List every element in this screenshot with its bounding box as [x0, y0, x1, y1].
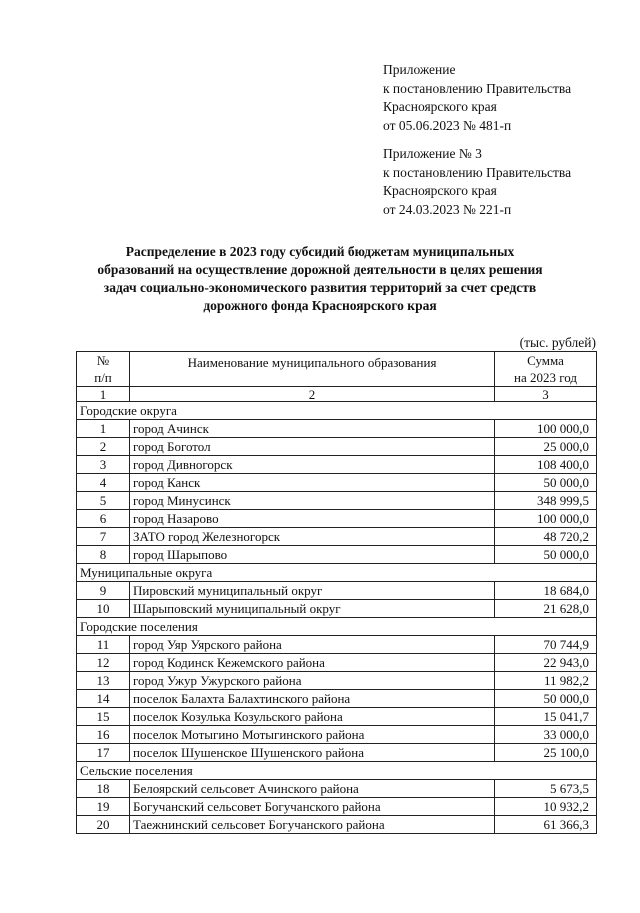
municipality-name: город Ужур Ужурского района [130, 672, 495, 690]
row-number: 11 [77, 636, 130, 654]
table-row [77, 474, 597, 492]
subsidy-amount: 100 000,0 [495, 420, 597, 438]
table-body [77, 402, 597, 834]
group-row [77, 762, 597, 780]
table-row [77, 672, 597, 690]
municipality-name: город Ачинск [130, 420, 495, 438]
group-row [77, 564, 597, 582]
appendix-line: к постановлению Правительства [383, 164, 572, 180]
municipality-name: город Канск [130, 474, 495, 492]
group-title: Городские поселения [77, 618, 597, 636]
row-number: 13 [77, 672, 130, 690]
header-name: Наименование муниципального образования [130, 352, 495, 387]
appendix-line: к постановлению Правительства [383, 80, 572, 96]
header-number-symbol: № [96, 353, 110, 368]
appendix-block-current [383, 61, 571, 135]
title-line: задач социально-экономического развития территорий за счет средств [103, 280, 537, 295]
table-row [77, 510, 597, 528]
municipality-name: ЗАТО город Железногорск [130, 528, 495, 546]
subsidy-amount: 18 684,0 [495, 582, 597, 600]
table-row [77, 654, 597, 672]
header-sum [495, 352, 597, 387]
title-line: дорожного фонда Красноярского края [203, 298, 437, 313]
appendix-line: Красноярского края [383, 183, 497, 198]
subsidy-amount: 50 000,0 [495, 474, 597, 492]
row-number: 6 [77, 510, 130, 528]
subsidy-amount: 61 366,3 [495, 816, 597, 834]
municipality-name: поселок Шушенское Шушенского района [130, 744, 495, 762]
municipality-name: город Дивногорск [130, 456, 495, 474]
subsidy-amount: 70 744,9 [495, 636, 597, 654]
table-row [77, 726, 597, 744]
table-row [77, 456, 597, 474]
table-row [77, 816, 597, 834]
municipality-name: Богучанский сельсовет Богучанского района [130, 798, 495, 816]
table-row [77, 420, 597, 438]
subsidy-amount: 5 673,5 [495, 780, 597, 798]
header-number-abbr: п/п [94, 370, 112, 385]
municipality-name: город Уяр Уярского района [130, 636, 495, 654]
subsidy-amount: 25 000,0 [495, 438, 597, 456]
municipality-name: поселок Козулька Козульского района [130, 708, 495, 726]
appendix-line: Красноярского края [383, 99, 497, 114]
table-row [77, 582, 597, 600]
group-row [77, 402, 597, 420]
subsidy-table [76, 351, 597, 834]
row-number: 20 [77, 816, 130, 834]
row-number: 8 [77, 546, 130, 564]
table-row [77, 600, 597, 618]
municipality-name: поселок Балахта Балахтинского района [130, 690, 495, 708]
municipality-name: Пировский муниципальный округ [130, 582, 495, 600]
municipality-name: Таежнинский сельсовет Богучанского района [130, 816, 495, 834]
subsidy-amount: 48 720,2 [495, 528, 597, 546]
municipality-name: Белоярский сельсовет Ачинского района [130, 780, 495, 798]
column-index: 1 [77, 387, 130, 402]
municipality-name: город Назарово [130, 510, 495, 528]
row-number: 18 [77, 780, 130, 798]
row-number: 2 [77, 438, 130, 456]
table-row [77, 744, 597, 762]
header-sum-year: на 2023 год [514, 370, 577, 385]
table-row [77, 708, 597, 726]
row-number: 10 [77, 600, 130, 618]
row-number: 9 [77, 582, 130, 600]
row-number: 7 [77, 528, 130, 546]
municipality-name: город Шарыпово [130, 546, 495, 564]
table-row [77, 546, 597, 564]
header-sum-label: Сумма [527, 353, 564, 368]
municipality-name: город Боготол [130, 438, 495, 456]
appendix-line: Приложение № 3 [383, 146, 482, 161]
row-number: 3 [77, 456, 130, 474]
municipality-name: поселок Мотыгино Мотыгинского района [130, 726, 495, 744]
subsidy-amount: 50 000,0 [495, 690, 597, 708]
table-row [77, 780, 597, 798]
row-number: 1 [77, 420, 130, 438]
appendix-line: от 24.03.2023 № 221-п [383, 201, 512, 217]
subsidy-amount: 15 041,7 [495, 708, 597, 726]
table-row [77, 492, 597, 510]
group-row [77, 618, 597, 636]
subsidy-amount: 21 628,0 [495, 600, 597, 618]
subsidy-amount: 100 000,0 [495, 510, 597, 528]
appendix-line: Приложение [383, 62, 456, 77]
table-row [77, 636, 597, 654]
column-index: 3 [495, 387, 597, 402]
appendix-line: от 05.06.2023 № 481-п [383, 117, 512, 133]
appendix-block-original [383, 145, 571, 219]
row-number: 5 [77, 492, 130, 510]
row-number: 12 [77, 654, 130, 672]
document-title [70, 243, 570, 315]
municipality-name: город Минусинск [130, 492, 495, 510]
row-number: 19 [77, 798, 130, 816]
group-title: Городские округа [77, 402, 597, 420]
subsidy-amount: 108 400,0 [495, 456, 597, 474]
row-number: 16 [77, 726, 130, 744]
table-row [77, 798, 597, 816]
title-line: Распределение в 2023 году субсидий бюджетам муниципальных [125, 244, 515, 259]
column-index-row [77, 387, 597, 402]
table-row [77, 690, 597, 708]
row-number: 15 [77, 708, 130, 726]
subsidy-amount: 25 100,0 [495, 744, 597, 762]
group-title: Муниципальные округа [77, 564, 597, 582]
column-index: 2 [130, 387, 495, 402]
subsidy-amount: 50 000,0 [495, 546, 597, 564]
subsidy-amount: 33 000,0 [495, 726, 597, 744]
row-number: 14 [77, 690, 130, 708]
table-row [77, 438, 597, 456]
subsidy-amount: 22 943,0 [495, 654, 597, 672]
group-title: Сельские поселения [77, 762, 597, 780]
table-row [77, 528, 597, 546]
subsidy-amount: 348 999,5 [495, 492, 597, 510]
row-number: 4 [77, 474, 130, 492]
row-number: 17 [77, 744, 130, 762]
table-header-row [77, 352, 597, 387]
header-number [77, 352, 130, 387]
municipality-name: Шарыповский муниципальный округ [130, 600, 495, 618]
unit-label: (тыс. рублей) [519, 335, 596, 350]
municipality-name: город Кодинск Кежемского района [130, 654, 495, 672]
subsidy-amount: 11 982,2 [495, 672, 597, 690]
title-line: образований на осуществление дорожной деятельности в целях решения [97, 262, 543, 277]
subsidy-amount: 10 932,2 [495, 798, 597, 816]
